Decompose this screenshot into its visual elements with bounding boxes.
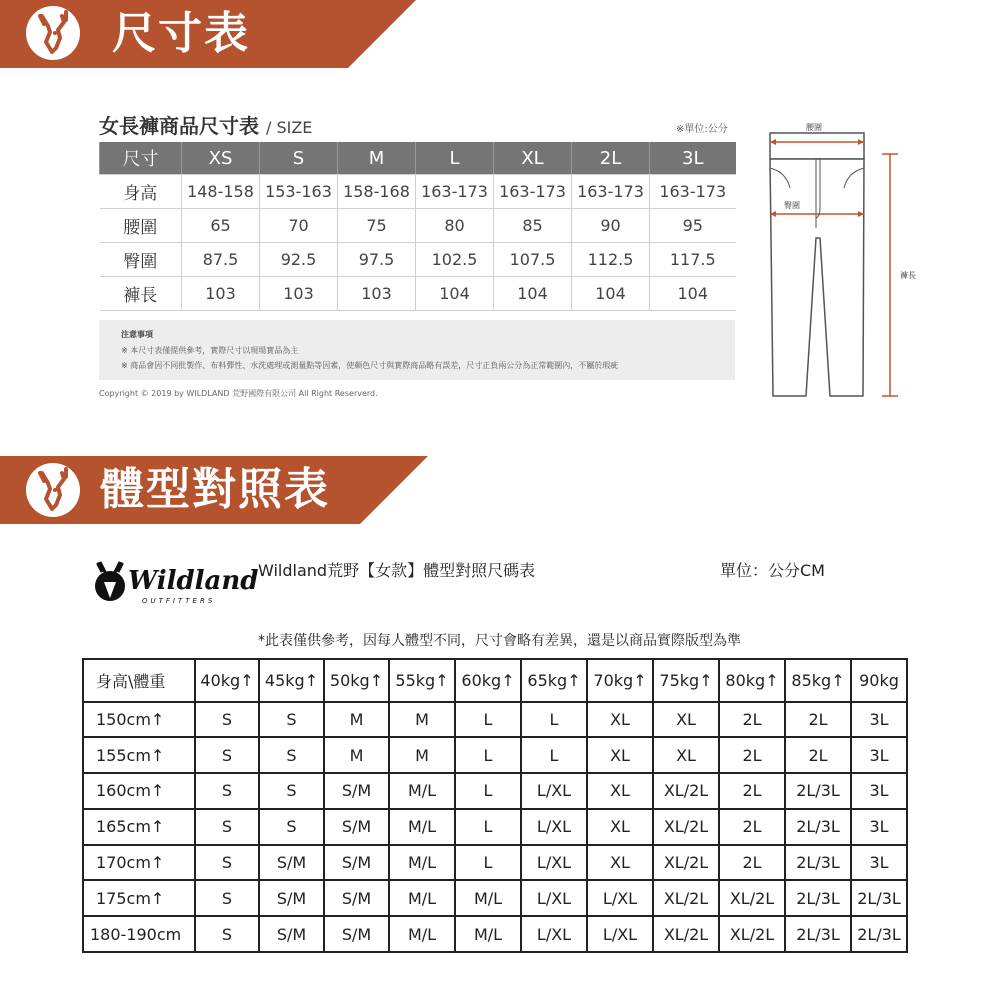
body-cell: XL [653, 702, 719, 738]
body-cell: L [521, 702, 587, 738]
size-cell: 163-173 [416, 175, 494, 209]
size-cell: 85 [494, 209, 572, 243]
body-cell: M [324, 702, 389, 738]
size-chart-subtitle: / SIZE [265, 118, 313, 137]
height-label: 155cm↑ [83, 737, 195, 773]
size-row-length [100, 277, 736, 311]
body-cell: XL/2L [653, 773, 719, 809]
body-cell: S [195, 880, 259, 916]
pants-diagram [740, 118, 940, 408]
size-cell: 163-173 [650, 175, 736, 209]
row-label: 身高 [100, 175, 182, 209]
size-header-l: L [416, 142, 494, 175]
body-cell: 2L/3L [785, 916, 851, 952]
body-cell: L/XL [521, 916, 587, 952]
body-cell: 2L/3L [785, 880, 851, 916]
body-cell: M/L [389, 809, 455, 845]
size-cell: 107.5 [494, 243, 572, 277]
body-cell: XL/2L [719, 880, 785, 916]
body-cell: S/M [324, 916, 389, 952]
body-cell: S/M [324, 880, 389, 916]
section-title-size: 尺寸表 [112, 8, 250, 59]
height-label: 180-190cm [83, 916, 195, 952]
body-cell: L/XL [521, 880, 587, 916]
body-cell: XL [587, 845, 653, 881]
body-cell: 2L [719, 773, 785, 809]
body-cell: S [259, 773, 324, 809]
body-cell: 3L [851, 737, 907, 773]
body-cell: XL/2L [653, 916, 719, 952]
size-chart-title [99, 110, 312, 139]
body-cell: XL/2L [653, 809, 719, 845]
body-cell: L [455, 702, 521, 738]
size-cell: 104 [416, 277, 494, 311]
body-cell: S [259, 702, 324, 738]
body-cell: 2L [785, 737, 851, 773]
notes-line: ※ 商品會因不同批製作、布料彈性、水洗處理或測量點等因素，使顏色尺寸與實際商品略有誤差，尺寸正負兩公分為正常範圍內，不屬於瑕疵 [121, 361, 619, 370]
size-table-header-row [100, 142, 736, 175]
body-cell: M [389, 737, 455, 773]
length-label: 褲長 [900, 271, 916, 280]
body-cell: S [195, 773, 259, 809]
wildland-deer-logo-icon [90, 560, 130, 604]
body-cell: L/XL [521, 773, 587, 809]
body-cell: 2L [719, 845, 785, 881]
body-cell: M/L [455, 916, 521, 952]
weight-header: 65kg↑ [521, 659, 587, 702]
deer-head-icon [22, 2, 84, 64]
body-cell: XL [587, 773, 653, 809]
height-label: 160cm↑ [83, 773, 195, 809]
body-cell: M [389, 702, 455, 738]
height-label: 165cm↑ [83, 809, 195, 845]
body-cell: S [259, 737, 324, 773]
body-cell: M/L [389, 916, 455, 952]
body-cell: M/L [389, 880, 455, 916]
corner-header: 身高\體重 [83, 659, 195, 702]
body-chart-note: *此表僅供參考，因每人體型不同，尺寸會略有差異，還是以商品實際版型為準 [258, 633, 741, 649]
body-cell: 3L [851, 702, 907, 738]
body-cell: XL/2L [719, 916, 785, 952]
height-label: 150cm↑ [83, 702, 195, 738]
size-cell: 148-158 [182, 175, 260, 209]
body-cell: S/M [324, 809, 389, 845]
row-label: 臀圍 [100, 243, 182, 277]
weight-header: 50kg↑ [324, 659, 389, 702]
body-cell: 2L/3L [851, 916, 907, 952]
size-cell: 117.5 [650, 243, 736, 277]
body-cell: S [195, 845, 259, 881]
wildland-logo-sub: OUTFITTERS [142, 597, 216, 605]
size-cell: 103 [182, 277, 260, 311]
body-cell: S [259, 809, 324, 845]
weight-header: 40kg↑ [195, 659, 259, 702]
size-cell: 92.5 [260, 243, 338, 277]
body-cell: 2L [785, 702, 851, 738]
body-row [83, 809, 907, 845]
body-row [83, 845, 907, 881]
size-header-s: S [260, 142, 338, 175]
size-row-hip [100, 243, 736, 277]
size-cell: 153-163 [260, 175, 338, 209]
body-cell: M/L [389, 845, 455, 881]
notes-title: 注意事項 [121, 330, 153, 339]
body-cell: S [195, 702, 259, 738]
body-cell: S/M [259, 880, 324, 916]
size-chart-title-text: 女長褲商品尺寸表 [99, 114, 259, 138]
copyright-text: Copyright © 2019 by WILDLAND 荒野國際有限公司 All Right Reserverd. [99, 389, 378, 398]
body-type-table [82, 658, 908, 953]
body-cell: L [455, 845, 521, 881]
body-table-header-row [83, 659, 907, 702]
body-cell: L [455, 737, 521, 773]
size-cell: 80 [416, 209, 494, 243]
weight-header: 75kg↑ [653, 659, 719, 702]
size-header-3l: 3L [650, 142, 736, 175]
size-cell: 104 [494, 277, 572, 311]
size-cell: 70 [260, 209, 338, 243]
weight-header: 85kg↑ [785, 659, 851, 702]
body-cell: L [455, 773, 521, 809]
body-cell: L [521, 737, 587, 773]
body-row [83, 773, 907, 809]
body-cell: M/L [389, 773, 455, 809]
size-cell: 163-173 [494, 175, 572, 209]
weight-header: 70kg↑ [587, 659, 653, 702]
body-chart-title: Wildland荒野【女款】體型對照尺碼表 [258, 561, 536, 580]
body-cell: S/M [324, 773, 389, 809]
body-cell: XL [587, 737, 653, 773]
hip-label: 臀圍 [784, 201, 800, 210]
size-cell: 163-173 [572, 175, 650, 209]
body-row [83, 916, 907, 952]
size-cell: 103 [338, 277, 416, 311]
body-cell: L [455, 809, 521, 845]
size-cell: 87.5 [182, 243, 260, 277]
weight-header: 60kg↑ [455, 659, 521, 702]
waist-label: 腰圍 [806, 123, 822, 132]
size-table [99, 142, 736, 311]
weight-header: 55kg↑ [389, 659, 455, 702]
size-header-label: 尺寸 [100, 142, 182, 175]
section-title-body: 體型對照表 [100, 464, 330, 515]
deer-head-icon [22, 459, 84, 521]
body-cell: 2L [719, 737, 785, 773]
size-cell: 90 [572, 209, 650, 243]
body-cell: S [195, 737, 259, 773]
notes-line: ※ 本尺寸表僅提供參考，實際尺寸以現場實品為主 [121, 346, 299, 355]
size-header-2l: 2L [572, 142, 650, 175]
body-cell: S/M [259, 916, 324, 952]
body-cell: 3L [851, 845, 907, 881]
size-cell: 104 [572, 277, 650, 311]
body-cell: 2L/3L [851, 880, 907, 916]
body-cell: S [195, 916, 259, 952]
body-cell: 2L [719, 702, 785, 738]
size-cell: 65 [182, 209, 260, 243]
body-chart-unit: 單位：公分CM [720, 561, 825, 580]
body-row [83, 702, 907, 738]
body-row [83, 880, 907, 916]
size-cell: 102.5 [416, 243, 494, 277]
body-cell: S/M [259, 845, 324, 881]
wildland-logo-text: Wildland [128, 566, 259, 596]
size-cell: 75 [338, 209, 416, 243]
body-cell: M/L [455, 880, 521, 916]
size-notes [99, 320, 735, 380]
body-cell: M [324, 737, 389, 773]
body-cell: S/M [324, 845, 389, 881]
body-cell: XL [587, 702, 653, 738]
weight-header: 90kg [851, 659, 907, 702]
body-row [83, 737, 907, 773]
size-cell: 104 [650, 277, 736, 311]
body-cell: 3L [851, 773, 907, 809]
body-cell: L/XL [521, 809, 587, 845]
size-cell: 112.5 [572, 243, 650, 277]
size-chart-unit: ※單位:公分 [676, 124, 728, 135]
weight-header: 80kg↑ [719, 659, 785, 702]
size-cell: 97.5 [338, 243, 416, 277]
height-label: 170cm↑ [83, 845, 195, 881]
row-label: 褲長 [100, 277, 182, 311]
size-row-waist [100, 209, 736, 243]
size-header-xs: XS [182, 142, 260, 175]
body-cell: 2L [719, 809, 785, 845]
height-label: 175cm↑ [83, 880, 195, 916]
size-header-xl: XL [494, 142, 572, 175]
body-cell: L/XL [587, 916, 653, 952]
body-cell: 2L/3L [785, 845, 851, 881]
size-cell: 95 [650, 209, 736, 243]
body-cell: S [195, 809, 259, 845]
body-cell: XL [587, 809, 653, 845]
size-cell: 103 [260, 277, 338, 311]
size-header-m: M [338, 142, 416, 175]
size-cell: 158-168 [338, 175, 416, 209]
weight-header: 45kg↑ [259, 659, 324, 702]
body-cell: L/XL [587, 880, 653, 916]
row-label: 腰圍 [100, 209, 182, 243]
body-cell: XL/2L [653, 880, 719, 916]
body-cell: L/XL [521, 845, 587, 881]
body-cell: 3L [851, 809, 907, 845]
size-row-height [100, 175, 736, 209]
body-cell: XL/2L [653, 845, 719, 881]
body-cell: 2L/3L [785, 809, 851, 845]
body-cell: XL [653, 737, 719, 773]
body-cell: 2L/3L [785, 773, 851, 809]
